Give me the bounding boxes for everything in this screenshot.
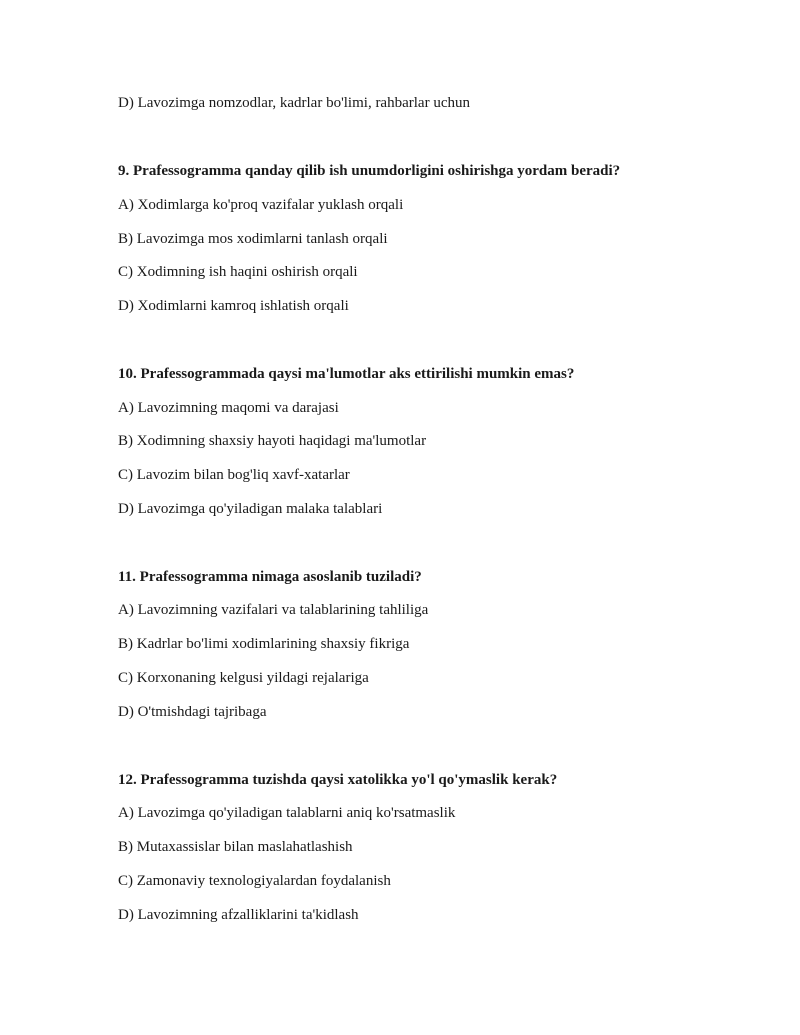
question-11-option-a: A) Lavozimning vazifalari va talablarining tahliliga <box>118 602 429 618</box>
question-12-text: 12. Prafessogramma tuzishda qaysi xatolikka yo'l qo'ymaslik kerak? <box>118 772 558 788</box>
question-9-option-b: B) Lavozimga mos xodimlarni tanlash orqali <box>118 231 388 247</box>
question-11-option-d: D) O'tmishdagi tajribaga <box>118 704 267 720</box>
question-9-option-c: C) Xodimning ish haqini oshirish orqali <box>118 264 358 280</box>
question-12-option-d: D) Lavozimning afzalliklarini ta'kidlash <box>118 907 359 923</box>
question-10-option-d: D) Lavozimga qo'yiladigan malaka talablari <box>118 501 383 517</box>
question-11-option-c: C) Korxonaning kelgusi yildagi rejalariga <box>118 670 369 686</box>
question-12-option-b: B) Mutaxassislar bilan maslahatlashish <box>118 839 353 855</box>
carryover-option-d: D) Lavozimga nomzodlar, kadrlar bo'limi, rahbarlar uchun <box>118 95 470 111</box>
question-12-option-c: C) Zamonaviy texnologiyalardan foydalanish <box>118 873 391 889</box>
question-10-option-c: C) Lavozim bilan bog'liq xavf-xatarlar <box>118 467 350 483</box>
question-11-option-b: B) Kadrlar bo'limi xodimlarining shaxsiy fikriga <box>118 636 410 652</box>
question-9-option-a: A) Xodimlarga ko'proq vazifalar yuklash orqali <box>118 197 404 213</box>
question-10-text: 10. Prafessogrammada qaysi ma'lumotlar aks ettirilishi mumkin emas? <box>118 366 575 382</box>
question-9-option-d: D) Xodimlarni kamroq ishlatish orqali <box>118 298 349 314</box>
question-10-option-b: B) Xodimning shaxsiy hayoti haqidagi ma'lumotlar <box>118 433 427 449</box>
question-10-option-a: A) Lavozimning maqomi va darajasi <box>118 400 339 416</box>
question-12-option-a: A) Lavozimga qo'yiladigan talablarni aniq ko'rsatmaslik <box>118 805 456 821</box>
question-11-text: 11. Prafessogramma nimaga asoslanib tuziladi? <box>118 569 422 585</box>
question-9-text: 9. Prafessogramma qanday qilib ish unumdorligini oshirishga yordam beradi? <box>118 163 621 179</box>
